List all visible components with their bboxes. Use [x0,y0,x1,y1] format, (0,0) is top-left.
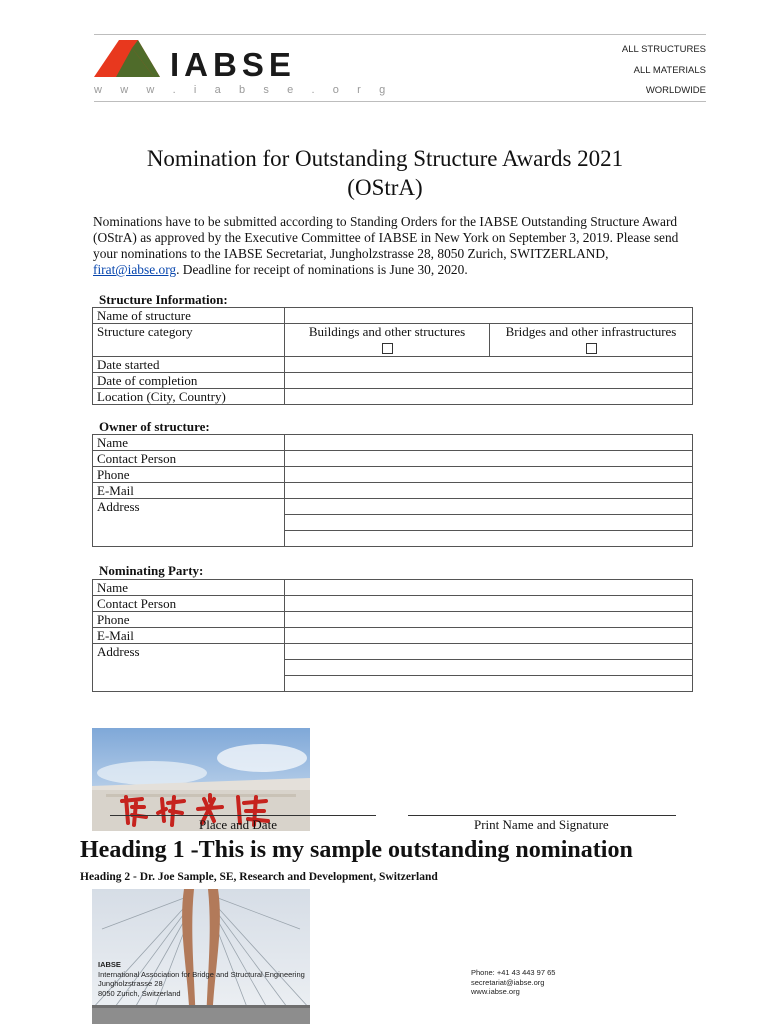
nominating-phone-label: Phone [93,612,285,628]
footer-phone: Phone: +41 43 443 97 65 [471,968,556,977]
nominating-email-field[interactable] [285,628,693,644]
header-top-rule [94,34,706,35]
intro-text-before: Nominations have to be submitted according to Standing Orders for the IABSE Outstanding Structure Award (OStrA) as approved by the Executive Committee of IABSE in New York on September 3, 2019. Please send your nominations to the IABSE Secretariat, Jungholzstrasse 28, 8050 Zurich, SWITZERLAND, [93,214,679,261]
date-completion-field[interactable] [285,373,693,389]
date-completion-label: Date of completion [93,373,285,389]
name-of-structure-label: Name of structure [93,308,285,324]
structure-info-heading: Structure Information: [99,292,228,307]
logo-text: IABSE [170,46,296,83]
owner-name-label: Name [93,435,285,451]
bridges-checkbox[interactable] [586,343,597,354]
owner-contact-field[interactable] [285,451,693,467]
nominating-phone-field[interactable] [285,612,693,628]
category-buildings-option[interactable] [285,324,490,357]
nominating-name-field[interactable] [285,580,693,596]
owner-address-field-1[interactable] [285,499,693,515]
nominating-table [92,579,693,692]
nominating-contact-label: Contact Person [93,596,285,612]
owner-phone-label: Phone [93,467,285,483]
email-link[interactable]: firat@iabse.org [93,262,177,277]
website-url[interactable]: w w w . i a b s e . o r g [94,84,393,96]
buildings-checkbox[interactable] [382,343,393,354]
sample-heading-1: Heading 1 -This is my sample outstanding nomination [80,837,633,863]
location-label: Location (City, Country) [93,389,285,405]
footer-contact [471,968,555,997]
owner-phone-field[interactable] [285,467,693,483]
nominating-address-label: Address [93,644,285,692]
cable-bridge-photo [92,889,310,1024]
page-title [0,144,770,202]
structure-info-table [92,307,693,405]
footer-web[interactable]: www.iabse.org [471,987,520,996]
signature-line[interactable] [408,815,676,816]
name-of-structure-field[interactable] [285,308,693,324]
footer-address [98,960,305,998]
iabse-logo-icon [94,40,160,77]
nominating-name-label: Name [93,580,285,596]
footer-org-short: IABSE [98,960,121,969]
date-started-label: Date started [93,357,285,373]
header-bottom-rule [94,101,706,102]
intro-paragraph [93,214,683,278]
nominating-address-field-1[interactable] [285,644,693,660]
tagline-all-structures: ALL STRUCTURES [621,44,706,55]
owner-email-field[interactable] [285,483,693,499]
title-line-2: (OStrA) [347,175,423,200]
owner-contact-label: Contact Person [93,451,285,467]
owner-name-field[interactable] [285,435,693,451]
category-bridges-label: Bridges and other infrastructures [505,324,677,339]
intro-text-after: . Deadline for receipt of nominations is June 30, 2020. [176,262,468,277]
owner-email-label: E-Mail [93,483,285,499]
tagline-worldwide: WORLDWIDE [645,85,706,96]
date-started-field[interactable] [285,357,693,373]
footer-email[interactable]: secretariat@iabse.org [471,977,545,987]
nominating-heading: Nominating Party: [99,563,204,578]
owner-address-label: Address [93,499,285,547]
sample-heading-2: Heading 2 - Dr. Joe Sample, SE, Research and Development, Switzerland [80,871,438,883]
footer-city: 8050 Zurich, Switzerland [98,988,181,998]
title-line-1: Nomination for Outstanding Structure Awards 2021 [146,146,624,171]
nominating-email-label: E-Mail [93,628,285,644]
footer-street: Jungholzstrasse 28 [98,979,163,988]
location-field[interactable] [285,389,693,405]
footer-org-name: International Association for Bridge and Structural Engineering [98,969,305,979]
category-bridges-option[interactable] [490,324,693,357]
owner-address-field-2[interactable] [285,515,693,531]
place-date-label: Place and Date [199,817,277,832]
place-date-line[interactable] [110,815,376,816]
owner-table [92,434,693,547]
print-name-label: Print Name and Signature [474,817,609,832]
nominating-address-field-3[interactable] [285,676,693,692]
owner-address-field-3[interactable] [285,531,693,547]
category-buildings-label: Buildings and other structures [308,324,466,339]
nominating-contact-field[interactable] [285,596,693,612]
structure-category-label: Structure category [93,324,285,357]
nominating-address-field-2[interactable] [285,660,693,676]
owner-heading: Owner of structure: [99,419,210,434]
tagline-all-materials: ALL MATERIALS [633,65,706,76]
